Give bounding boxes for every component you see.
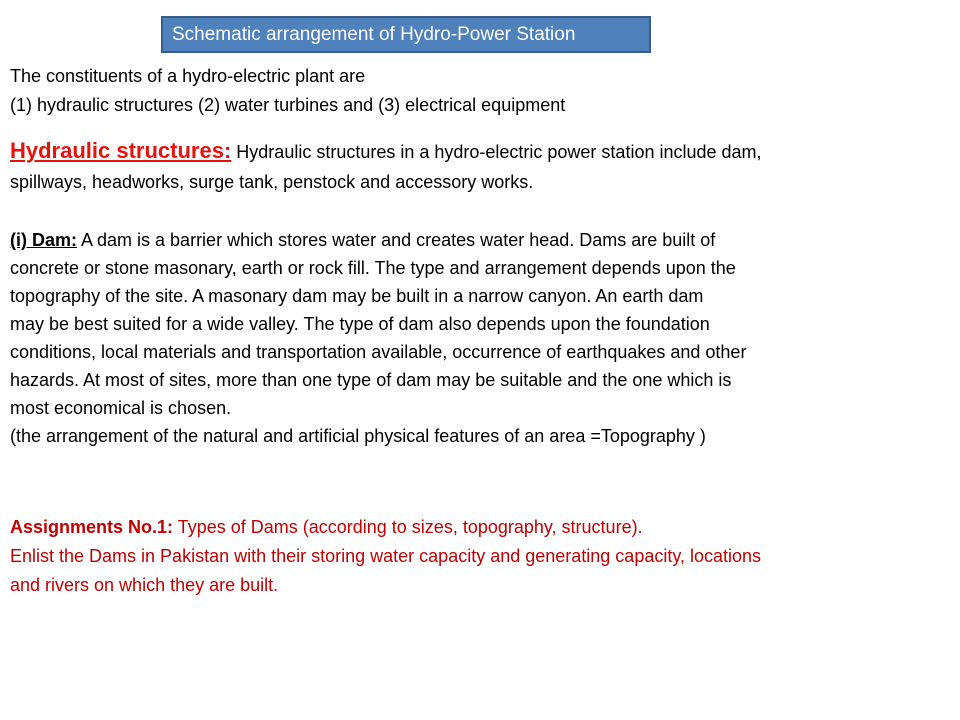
intro-line-2: (1) hydraulic structures (2) water turbines and (3) electrical equipment [10,95,566,115]
title-banner [161,16,651,53]
hydraulic-text: Hydraulic structures in a hydro-electric power station include dam, [231,142,762,162]
assignment-text: Types of Dams (according to sizes, topography, structure). [173,517,643,537]
dam-line: topography of the site. A masonary dam may be built in a narrow canyon. An earth dam [10,286,704,306]
assignment-section [10,513,950,600]
hydraulic-line-1 [10,136,950,167]
assignment-line-1 [10,513,950,542]
intro-line-1: The constituents of a hydro-electric plant are [10,66,366,86]
topography-definition: (the arrangement of the natural and artificial physical features of an area =Topography ) [10,426,706,446]
intro-section [10,62,950,120]
dam-line: conditions, local materials and transportation available, occurrence of earthquakes and other [10,342,747,362]
dam-line-1 [10,226,950,254]
dam-line: concrete or stone masonary, earth or rock fill. The type and arrangement depends upon the [10,258,736,278]
dam-line: may be best suited for a wide valley. The type of dam also depends upon the foundation [10,314,710,334]
dam-heading: (i) Dam: [10,230,77,250]
dam-section [10,226,950,450]
assignment-line-2: Enlist the Dams in Pakistan with their storing water capacity and generating capacity, locations [10,546,762,566]
assignment-line-3: and rivers on which they are built. [10,575,279,595]
dam-text: A dam is a barrier which stores water and creates water head. Dams are built of [77,230,716,250]
dam-line: most economical is chosen. [10,398,232,418]
hydraulic-section [10,136,950,197]
assignment-heading: Assignments No.1: [10,517,174,537]
slide-title: Schematic arrangement of Hydro-Power Station [172,23,576,45]
hydraulic-heading: Hydraulic structures: [10,138,232,163]
dam-line: hazards. At most of sites, more than one type of dam may be suitable and the one which is [10,370,732,390]
hydraulic-line-2: spillways, headworks, surge tank, penstock and accessory works. [10,172,534,192]
